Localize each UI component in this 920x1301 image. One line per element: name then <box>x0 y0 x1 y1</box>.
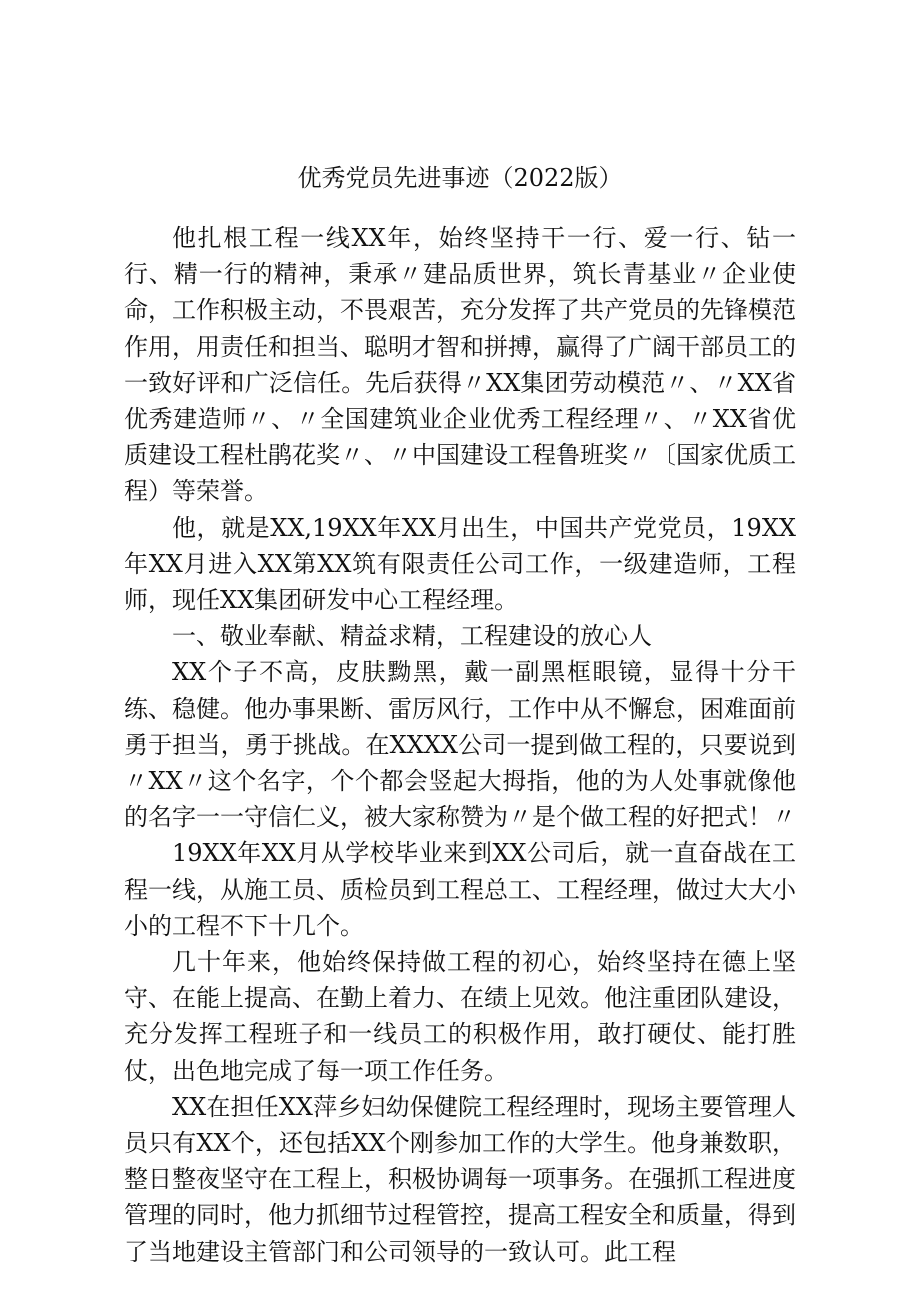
paragraph-career: 19XX年XX月从学校毕业来到XX公司后，就一直奋战在工程一线，从施工员、质检员到工程总工、工程经理，做过大大小小的工程不下十几个。 <box>124 839 796 940</box>
paragraph-profile: 他，就是XX,19XX年XX月出生，中国共产党党员，19XX年XX月进入XX第XX筑有限责任公司工作，一级建造师，工程师，现任XX集团研发中心工程经理。 <box>124 513 796 615</box>
paragraph-honors: 他扎根工程一线XX年，始终坚持干一行、爱一行、钻一行、精一行的精神，秉承〃建品质世界，筑长青基业〃企业使命，工作积极主动，不畏艰苦，充分发挥了共产党员的先锋模范作用，用责任和担当、聪明才智和拼搏，赢得了广阔干部员工的一致好评和广泛信任。先后获得〃XX集团劳动模范〃、〃XX省优秀建造师〃、〃全国建筑业企业优秀工程经理〃、〃XX省优质建设工程杜鹃花奖〃、〃中国建设工程鲁班奖〃〔国家优质工程）等荣誉。 <box>124 224 796 506</box>
document-body <box>124 220 796 1270</box>
document-title: 优秀党员先进事迹（2022版） <box>297 164 623 192</box>
section-heading: 一、敬业奉献、精益求精，工程建设的放心人 <box>172 622 652 651</box>
paragraph-character: XX个子不高，皮肤黝黑，戴一副黑框眼镜，显得十分干练、稳健。他办事果断、雷厉风行，工作中从不懈怠，困难面前勇于担当，勇于挑战。在XXXX公司一提到做工程的，只要说到〃XX〃这个名字，个个都会竖起大拇指，他的为人处事就像他的名字一一守信仁义，被大家称赞为〃是个做工程的好把式！〃 <box>124 658 796 832</box>
paragraph-project: XX在担任XX萍乡妇幼保健院工程经理时，现场主要管理人员只有XX个，还包括XX个刚参加工作的大学生。他身兼数职，整日整夜坚守在工程上，积极协调每一项事务。在强抓工程进度管理的同时，他力抓细节过程管控，提高工程安全和质量，得到了当地建设主管部门和公司领导的一致认可。此工程 <box>124 1092 796 1266</box>
paragraph-teamwork: 几十年来，他始终保持做工程的初心，始终坚持在德上坚守、在能上提高、在勤上着力、在绩上见效。他注重团队建设，充分发挥工程班子和一线员工的积极作用，敢打硬仗、能打胜仗，出色地完成了每一项工作任务。 <box>124 948 796 1085</box>
